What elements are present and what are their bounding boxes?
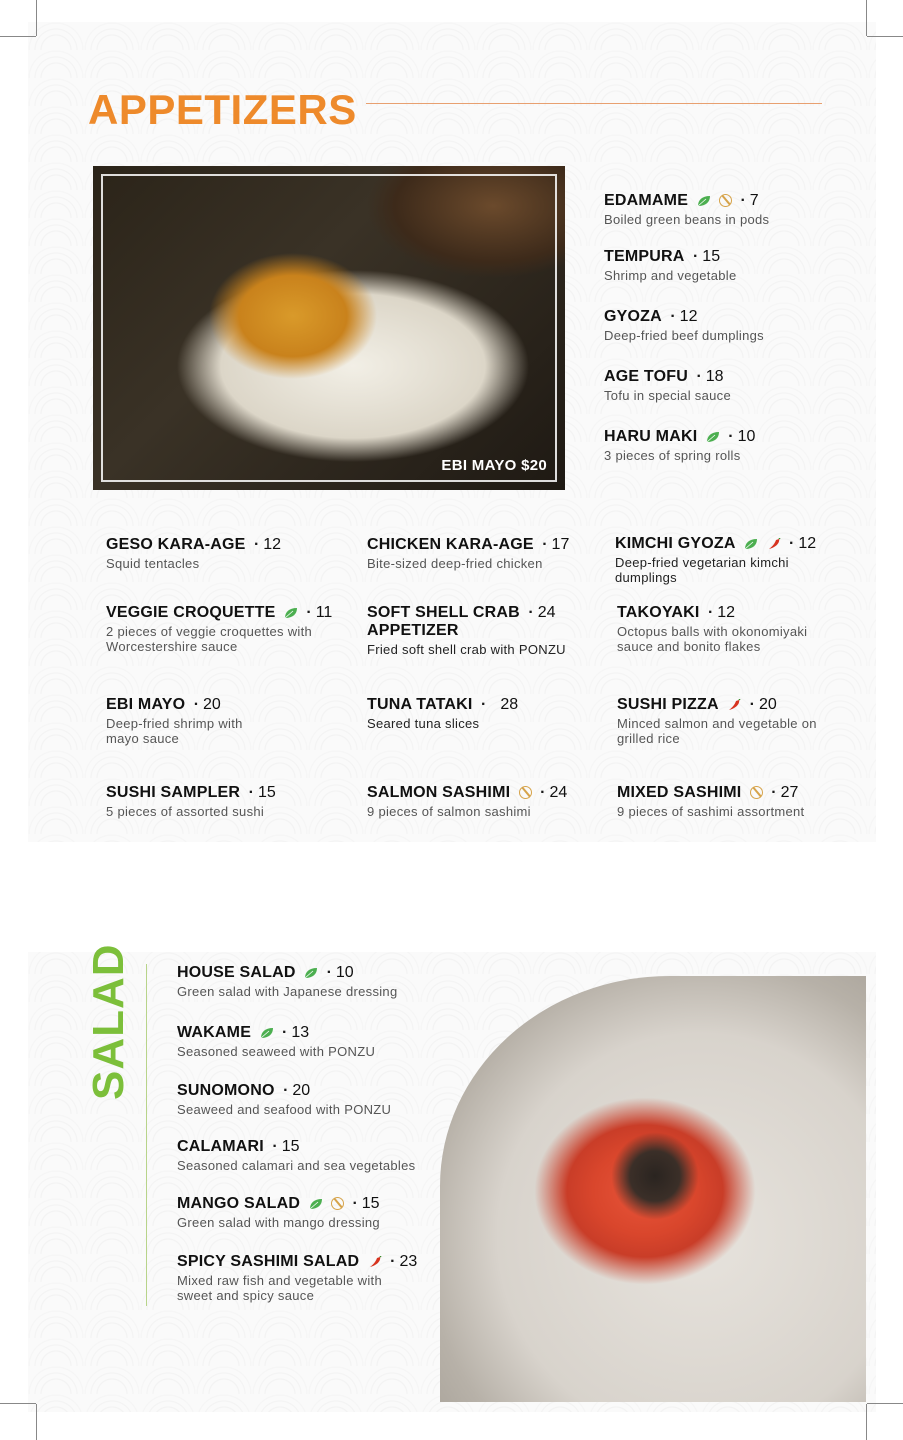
menu-item: SPICY SASHIMI SALAD · 23 Mixed raw fish and vegetable with sweet and spicy sauce <box>177 1253 418 1303</box>
menu-item: EBI MAYO · 20 Deep-fried shrimp with mayo sauce <box>106 696 346 746</box>
item-description: Deep-fried vegetarian kimchi dumplings <box>615 555 789 585</box>
menu-item: CALAMARI · 15 Seasoned calamari and sea vegetables <box>177 1138 447 1173</box>
spicy-sashimi-salad-photo <box>440 976 866 1402</box>
item-description: 9 pieces of sashimi assortment <box>617 804 805 819</box>
item-name: MIXED SASHIMI <box>617 784 742 801</box>
item-price: 11 <box>315 604 333 621</box>
item-description: Deep-fried beef dumplings <box>604 328 764 343</box>
item-price: 20 <box>759 696 777 713</box>
item-price: 15 <box>702 248 721 265</box>
menu-item: HARU MAKI · 10 3 pieces of spring rolls <box>604 428 756 463</box>
section-gap <box>28 842 876 952</box>
item-price: 20 <box>203 696 221 713</box>
item-description: Boiled green beans in pods <box>604 212 770 227</box>
photo-frame <box>101 174 557 482</box>
leaf-icon <box>744 538 758 550</box>
menu-item: EDAMAME · 7 Boiled green beans in pods <box>604 192 770 227</box>
menu-item: SALMON SASHIMI · 24 9 pieces of salmon sashimi <box>367 784 607 819</box>
item-price: 28 <box>500 696 519 713</box>
crop-mark <box>0 36 36 37</box>
item-description: Octopus balls with okonomiyaki sauce and bonito flakes <box>617 624 808 654</box>
photo-caption: EBI MAYO $20 <box>441 457 547 474</box>
item-price: 12 <box>798 535 817 552</box>
appetizers-heading: APPETIZERS <box>88 86 357 133</box>
crop-mark <box>867 36 903 37</box>
crop-mark <box>867 1403 903 1404</box>
leaf-icon <box>284 607 298 619</box>
item-description: Tofu in special sauce <box>604 388 731 403</box>
item-name: AGE TOFU <box>604 368 688 385</box>
item-name: GESO KARA-AGE <box>106 536 246 553</box>
item-description: Squid tentacles <box>106 556 200 571</box>
item-name: SUNOMONO <box>177 1082 275 1099</box>
item-description: Bite-sized deep-fried chicken <box>367 556 543 571</box>
crop-mark <box>0 1403 36 1404</box>
heading-divider <box>366 103 822 104</box>
item-name: SALMON SASHIMI <box>367 784 511 801</box>
item-name: SPICY SASHIMI SALAD <box>177 1253 360 1270</box>
item-name: SUSHI SAMPLER <box>106 784 241 801</box>
menu-item: GYOZA · 12 Deep-fried beef dumplings <box>604 308 764 343</box>
menu-item: WAKAME · 13 Seasoned seaweed with PONZU <box>177 1024 447 1059</box>
item-description: Mixed raw fish and vegetable with sweet and spicy sauce <box>177 1273 383 1303</box>
no-gluten-icon <box>750 786 763 799</box>
item-price: 7 <box>749 192 759 209</box>
item-name: GYOZA <box>604 308 662 325</box>
crop-mark <box>866 0 867 36</box>
leaf-icon <box>697 195 711 207</box>
item-name: TEMPURA <box>604 248 685 265</box>
item-description: 9 pieces of salmon sashimi <box>367 804 531 819</box>
salad-divider <box>146 964 147 1306</box>
item-price: 18 <box>705 368 724 385</box>
menu-item: TAKOYAKI · 12 Octopus balls with okonomiyaki sauce and bonito flakes <box>617 604 837 654</box>
item-name: CALAMARI <box>177 1138 264 1155</box>
item-price: 17 <box>551 536 570 553</box>
item-name: KIMCHI GYOZA <box>615 535 736 552</box>
menu-item: SUNOMONO · 20 Seaweed and seafood with PONZU <box>177 1082 447 1117</box>
item-description: Seared tuna slices <box>367 716 480 731</box>
no-gluten-icon <box>331 1197 344 1210</box>
item-price: 23 <box>399 1253 418 1270</box>
item-name: SUSHI PIZZA <box>617 696 719 713</box>
item-description: Fried soft shell crab with PONZU <box>367 642 566 657</box>
item-description: Seasoned calamari and sea vegetables <box>177 1158 416 1173</box>
item-description: Seaweed and seafood with PONZU <box>177 1102 392 1117</box>
item-price: 27 <box>780 784 799 801</box>
menu-item: KIMCHI GYOZA · 12 Deep-fried vegetarian kimchi dumplings <box>615 535 817 585</box>
menu-item: AGE TOFU · 18 Tofu in special sauce <box>604 368 731 403</box>
item-description: Shrimp and vegetable <box>604 268 737 283</box>
chili-icon <box>767 538 781 550</box>
item-name: SOFT SHELL CRAB <box>367 604 520 621</box>
item-description: Green salad with Japanese dressing <box>177 984 398 999</box>
crop-mark <box>36 1404 37 1440</box>
ebi-mayo-photo <box>93 166 565 490</box>
item-name: CHICKEN KARA-AGE <box>367 536 534 553</box>
item-description: 3 pieces of spring rolls <box>604 448 741 463</box>
leaf-icon <box>309 1198 323 1210</box>
item-description: Green salad with mango dressing <box>177 1215 380 1230</box>
leaf-icon <box>304 967 318 979</box>
item-description: 5 pieces of assorted sushi <box>106 804 265 819</box>
salad-heading: SALAD <box>84 943 133 1100</box>
menu-item: CHICKEN KARA-AGE · 17 Bite-sized deep-fried chicken <box>367 536 607 571</box>
crop-mark <box>866 1404 867 1440</box>
item-price: 10 <box>737 428 756 445</box>
item-description: 2 pieces of veggie croquettes with Worcestershire sauce <box>106 624 313 654</box>
item-name: MANGO SALAD <box>177 1195 301 1212</box>
item-name: VEGGIE CROQUETTE <box>106 604 276 621</box>
leaf-icon <box>706 431 720 443</box>
menu-item: GESO KARA-AGE · 12 Squid tentacles <box>106 536 346 571</box>
item-name-line2: APPETIZER <box>367 622 459 639</box>
item-price: 24 <box>549 784 568 801</box>
item-name: WAKAME <box>177 1024 252 1041</box>
menu-item: SUSHI SAMPLER · 15 5 pieces of assorted sushi <box>106 784 346 819</box>
item-name: HOUSE SALAD <box>177 964 296 981</box>
item-price: 13 <box>291 1024 310 1041</box>
item-price: 15 <box>361 1195 380 1212</box>
crop-mark <box>36 0 37 36</box>
menu-item: MANGO SALAD · 15 Green salad with mango dressing <box>177 1195 447 1230</box>
item-price: 24 <box>537 604 556 621</box>
menu-item: SUSHI PIZZA · 20 Minced salmon and vegetable on grilled rice <box>617 696 817 746</box>
item-price: 20 <box>292 1082 311 1099</box>
item-price: 12 <box>679 308 698 325</box>
leaf-icon <box>260 1027 274 1039</box>
menu-item: TUNA TATAKI · 28 Seared tuna slices <box>367 696 607 731</box>
item-price: 15 <box>281 1138 300 1155</box>
no-gluten-icon <box>519 786 532 799</box>
item-name: TAKOYAKI <box>617 604 700 621</box>
no-gluten-icon <box>719 194 732 207</box>
item-name: TUNA TATAKI <box>367 696 473 713</box>
item-price: 10 <box>335 964 354 981</box>
item-name: HARU MAKI <box>604 428 698 445</box>
menu-item: SOFT SHELL CRAB · 24 APPETIZER Fried soft shell crab with PONZU <box>367 604 607 657</box>
menu-item: VEGGIE CROQUETTE · 11 2 pieces of veggie croquettes with Worcestershire sauce <box>106 604 346 654</box>
menu-item: MIXED SASHIMI · 27 9 pieces of sashimi assortment <box>617 784 847 819</box>
item-price: 12 <box>717 604 736 621</box>
menu-item: TEMPURA · 15 Shrimp and vegetable <box>604 248 737 283</box>
item-description: Seasoned seaweed with PONZU <box>177 1044 376 1059</box>
menu-item: HOUSE SALAD · 10 Green salad with Japanese dressing <box>177 964 447 999</box>
item-description: Minced salmon and vegetable on grilled rice <box>617 716 817 746</box>
chili-icon <box>727 699 741 711</box>
item-price: 12 <box>263 536 282 553</box>
item-name: EDAMAME <box>604 192 689 209</box>
item-description: Deep-fried shrimp with mayo sauce <box>106 716 243 746</box>
chili-icon <box>368 1256 382 1268</box>
item-price: 15 <box>257 784 276 801</box>
item-name: EBI MAYO <box>106 696 186 713</box>
